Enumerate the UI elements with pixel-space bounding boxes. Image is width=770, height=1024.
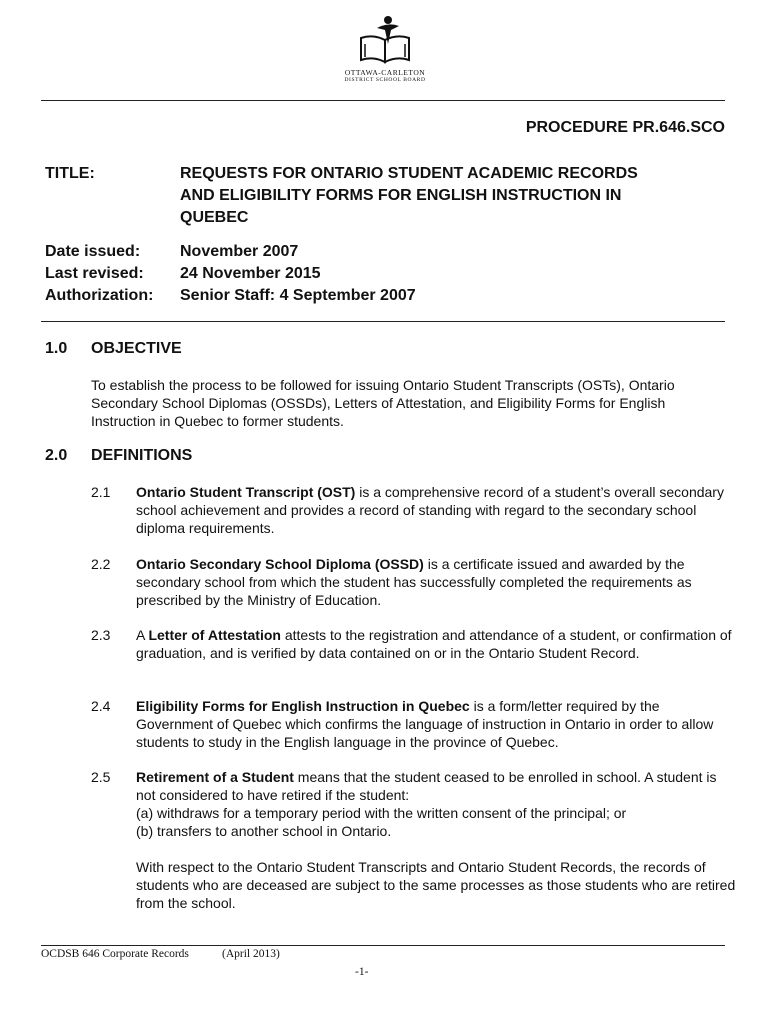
title-line-2: AND ELIGIBILITY FORMS FOR ENGLISH INSTRUCTION IN bbox=[180, 187, 622, 204]
retirement-condition-a: (a) withdraws for a temporary period with the written consent of the principal; or bbox=[136, 805, 627, 821]
definition-term: Ontario Secondary School Diploma (OSSD) bbox=[136, 556, 424, 572]
objective-heading: OBJECTIVE bbox=[91, 340, 182, 357]
header-divider bbox=[41, 321, 725, 322]
authorization-value: Senior Staff: 4 September 2007 bbox=[180, 287, 416, 304]
definition-ossd bbox=[136, 555, 736, 609]
logo-subtitle: DISTRICT SCHOOL BOARD bbox=[344, 77, 426, 83]
definition-prefix: A bbox=[136, 627, 149, 643]
definition-term: Eligibility Forms for English Instruction in Quebec bbox=[136, 698, 470, 714]
definition-term: Retirement of a Student bbox=[136, 769, 294, 785]
definitions-number: 2.0 bbox=[45, 447, 68, 464]
definition-eligibility bbox=[136, 697, 736, 751]
deceased-note: With respect to the Ontario Student Transcripts and Ontario Student Records, the records of students who are deceased are subject to the same processes as those students who are retired from the school. bbox=[136, 859, 736, 911]
date-issued-label: Date issued: bbox=[45, 243, 141, 260]
title-line-1: REQUESTS FOR ONTARIO STUDENT ACADEMIC RECORDS bbox=[180, 165, 638, 182]
objective-text: To establish the process to be followed for issuing Ontario Student Transcripts (OSTs), Ontario Secondary School Diplomas (OSSDs), Letters of Attestation, and Eligibility Forms for English Instruction in Quebec to former students. bbox=[91, 377, 675, 429]
definition-body: means that the student ceased to be enrolled in school. A student is not considered to have retired if the student: bbox=[136, 769, 717, 803]
footer-divider bbox=[41, 945, 725, 946]
definition-body: attests to the registration and attendance of a student, or confirmation of graduation, and is verified by data contained on or in the Ontario Student Record. bbox=[136, 627, 732, 661]
page-number: -1- bbox=[355, 966, 369, 978]
definition-number: 2.3 bbox=[91, 627, 111, 643]
top-divider bbox=[41, 100, 725, 101]
definition-ost bbox=[136, 483, 736, 537]
date-issued-value: November 2007 bbox=[180, 243, 299, 260]
definition-number: 2.2 bbox=[91, 556, 111, 572]
authorization-label: Authorization: bbox=[45, 287, 154, 304]
procedure-number: PROCEDURE PR.646.SCO bbox=[525, 119, 725, 136]
definition-body: is a certificate issued and awarded by the secondary school from which the student has successfully completed the requirements as prescribed by the Ministry of Education. bbox=[136, 556, 692, 608]
last-revised-label: Last revised: bbox=[45, 265, 144, 282]
definition-term: Ontario Student Transcript (OST) bbox=[136, 484, 356, 500]
objective-number: 1.0 bbox=[45, 340, 68, 357]
definition-number: 2.4 bbox=[91, 698, 111, 714]
board-logo bbox=[310, 14, 460, 98]
book-person-logo-icon bbox=[355, 14, 415, 66]
definition-number: 2.1 bbox=[91, 484, 111, 500]
document-title bbox=[180, 163, 725, 229]
logo-name: OTTAWA-CARLETON bbox=[344, 68, 426, 77]
definition-retirement bbox=[136, 768, 736, 840]
definition-body: is a comprehensive record of a student’s overall secondary school achievement and provides a record of standing with regard to the secondary school diploma requirements. bbox=[136, 484, 724, 536]
definition-number: 2.5 bbox=[91, 769, 111, 785]
title-line-3: QUEBEC bbox=[180, 209, 249, 226]
definition-body: is a form/letter required by the Government of Quebec which confirms the language of instruction in Ontario in order to allow students to study in the English language in the province of Quebec. bbox=[136, 698, 714, 750]
retirement-condition-b: (b) transfers to another school in Ontario. bbox=[136, 823, 392, 839]
footer-reference: OCDSB 646 Corporate Records bbox=[41, 948, 189, 960]
definition-attestation bbox=[136, 626, 736, 662]
definitions-heading: DEFINITIONS bbox=[91, 447, 193, 464]
definition-term: Letter of Attestation bbox=[148, 627, 281, 643]
last-revised-value: 24 November 2015 bbox=[180, 265, 321, 282]
footer-date: (April 2013) bbox=[222, 948, 280, 960]
title-label: TITLE: bbox=[45, 165, 95, 182]
